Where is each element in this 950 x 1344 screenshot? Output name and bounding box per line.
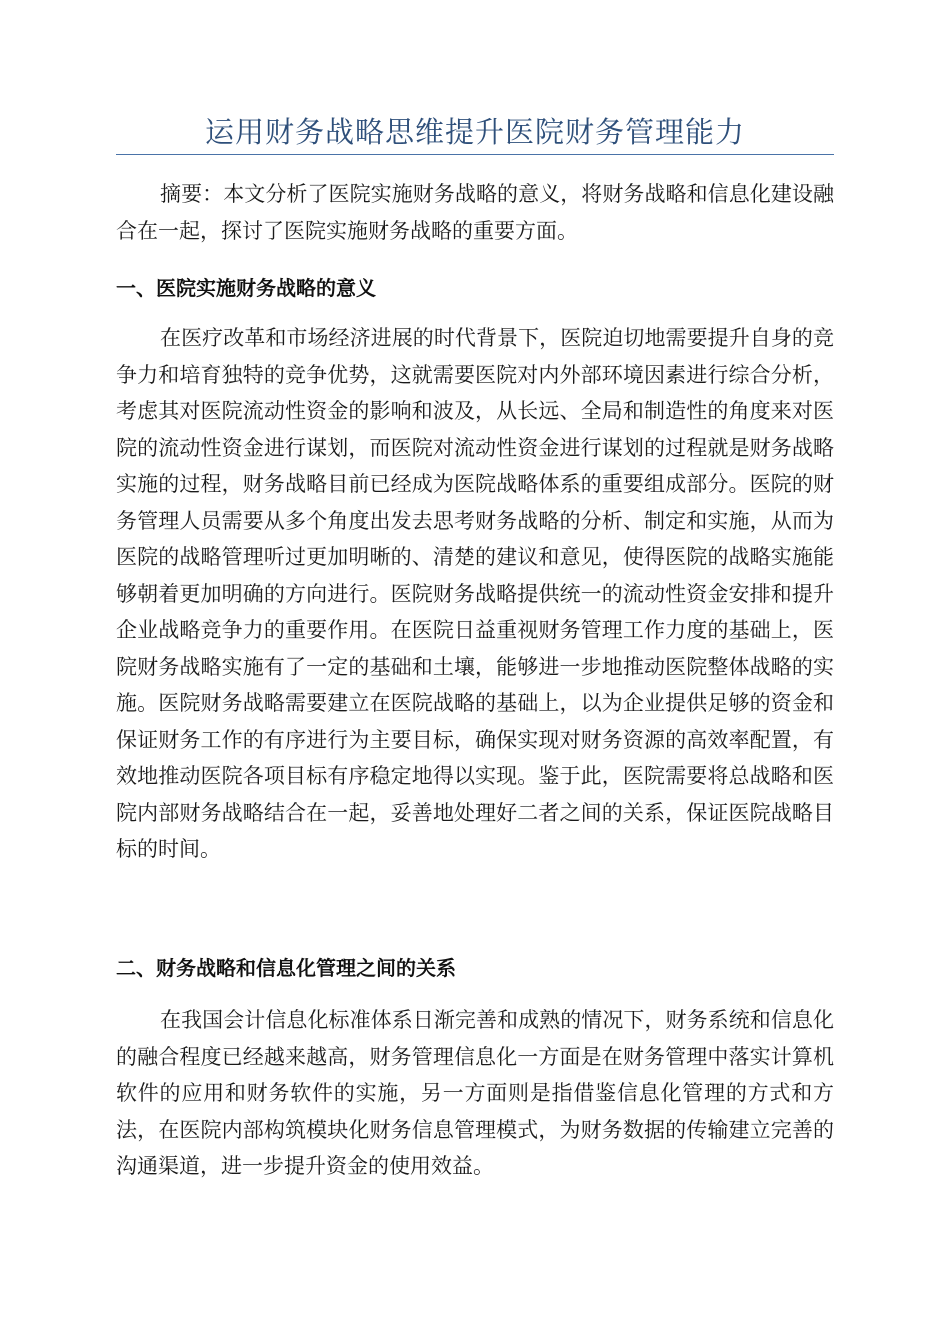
title-underline xyxy=(116,154,834,155)
section-heading-1: 一、医院实施财务战略的意义 xyxy=(116,276,376,300)
section-heading-2: 二、财务战略和信息化管理之间的关系 xyxy=(116,956,456,980)
document-title: 运用财务战略思维提升医院财务管理能力 xyxy=(204,115,745,149)
section-paragraph-1: 在医疗改革和市场经济进展的时代背景下，医院迫切地需要提升自身的竞争力和培育独特的竞争优势，这就需要医院对内外部环境因素进行综合分析，考虑其对医院流动性资金的影响和波及，从长远、全局和制造性的角度来对医院的流动性资金进行谋划，而医院对流动性资金进行谋划的过程就是财务战略实施的过程，财务战略目前已经成为医院战略体系的重要组成部分。医院的财务管理人员需要从多个角度出发去思考财务战略的分析、制定和实施，从而为医院的战略管理听过更加明晰的、清楚的建议和意见，使得医院的战略实施能够朝着更加明确的方向进行。医院财务战略提供统一的流动性资金安排和提升企业战略竞争力的重要作用。在医院日益重视财务管理工作力度的基础上，医院财务战略实施有了一定的基础和土壤，能够进一步地推动医院整体战略的实施。医院财务战略需要建立在医院战略的基础上，以为企业提供足够的资金和保证财务工作的有序进行为主要目标，确保实现对财务资源的高效率配置，有效地推动医院各项目标有序稳定地得以实现。鉴于此，医院需要将总战略和医院内部财务战略结合在一起，妥善地处理好二者之间的关系，保证医院战略目标的时间。 xyxy=(116,326,834,861)
abstract-paragraph: 摘要：本文分析了医院实施财务战略的意义，将财务战略和信息化建设融合在一起，探讨了医院实施财务战略的重要方面。 xyxy=(116,182,834,243)
section-paragraph-2: 在我国会计信息化标准体系日渐完善和成熟的情况下，财务系统和信息化的融合程度已经越来越高，财务管理信息化一方面是在财务管理中落实计算机软件的应用和财务软件的实施，另一方面则是指借鉴信息化管理的方式和方法，在医院内部构筑模块化财务信息管理模式，为财务数据的传输建立完善的沟通渠道，进一步提升资金的使用效益。 xyxy=(116,1008,834,1178)
